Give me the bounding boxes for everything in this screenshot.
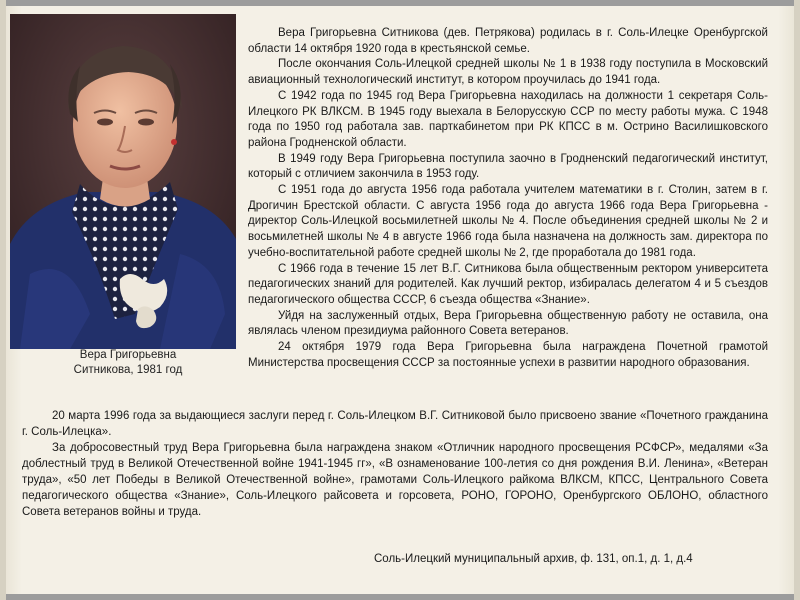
paragraph: После окончания Соль-Илецкой средней школы № 1 в 1938 году поступила в Московский авиационный технологический институт, в котором проучилась до 1941 года. xyxy=(248,58,768,87)
bottom-stripe xyxy=(0,594,800,600)
right-edge xyxy=(794,0,800,600)
paragraph: В 1949 году Вера Григорьевна поступила заочно в Гродненский педагогический институт, который с отличием закончила в 1953 году. xyxy=(248,152,768,181)
paragraph: 24 октября 1979 года Вера Григорьевна была награждена Почетной грамотой Министерства просвещения СССР за постоянные успехи в развитии народного образования. xyxy=(248,341,768,369)
portrait-illustration xyxy=(10,14,236,349)
paragraph: С 1942 года по 1945 год Вера Григорьевна находилась на должности 1 секретаря Соль-Илецкого РК ВЛКСМ. В 1945 году выехала в Белорусскую ССР по месту работы мужа. С 1948 года по 1950 год работала зав. парткабинетом при РК КПСС в м. Острино Василишковского района Гродненской области. xyxy=(248,89,768,149)
paragraph: 20 марта 1996 года за выдающиеся заслуги перед г. Соль-Илецком В.Г. Ситниковой было присвоено звание «Почетного гражданина г. Соль-Илецка». xyxy=(22,410,768,438)
left-edge xyxy=(0,0,6,600)
archive-source: Соль-Илецкий муниципальный архив, ф. 131, оп.1, д. 1, д.4 xyxy=(374,553,693,565)
paragraph: Вера Григорьевна Ситникова (дев. Петрякова) родилась в г. Соль-Илецке Оренбургской области 14 октября 1920 года в крестьянской семье. xyxy=(248,27,768,55)
paragraph: Уйдя на заслуженный отдых, Вера Григорьевна общественную работу не оставила, она являлась членом президиума районного Совета ветеранов. xyxy=(248,309,768,338)
paragraph: За добросовестный труд Вера Григорьевна была награждена знаком «Отличник народного просвещения РСФСР», медалями «За доблестный труд в Великой Отечественной войне 1941-1945 гг», «В ознаменование 100-летия со дня рождения В.И. Ленина», «Ветеран труда», «50 лет Победы в Великой Отечественной войне», грамотами Соль-Илецкого райкома ВЛКСМ, КПСС, Центрального Совета педагогического общества «Знание», Соль-Илецкого райсовета и горсовета, РОНО, ГОРОНО, Оренбургского ОБЛОНО, областного Совета ветеранов войны и труда. xyxy=(22,442,768,518)
caption-line: Ситникова, 1981 год xyxy=(73,364,183,376)
biography-upper xyxy=(248,26,768,371)
caption-line: Вера Григорьевна xyxy=(79,349,177,361)
top-stripe xyxy=(0,0,800,6)
paragraph: С 1951 года до августа 1956 года работала учителем математики в г. Столин, затем в г. Дрогичин Брестской области. С августа 1956 года до августа 1966 года Вера Григорьевна - директор Соль-Илецкой восьмилетней школы № 4. После объединения средней школы № 2 и восьмилетней школы № 4 в августе 1966 года была назначена на должность зам. директора по учебно-воспитательной работе средней школы № 2, где проработала до 1981 года. xyxy=(248,184,768,259)
biography-lower xyxy=(22,408,768,520)
paragraph: С 1966 года в течение 15 лет В.Г. Ситникова была общественным ректором университета педагогических знаний для родителей. Как лучший ректор, избиралась делегатом 4 и 5 съездов педагогического общества СССР, 6 съезда общества «Знание». xyxy=(248,262,768,306)
portrait-photo xyxy=(10,14,236,349)
photo-caption xyxy=(38,348,218,378)
